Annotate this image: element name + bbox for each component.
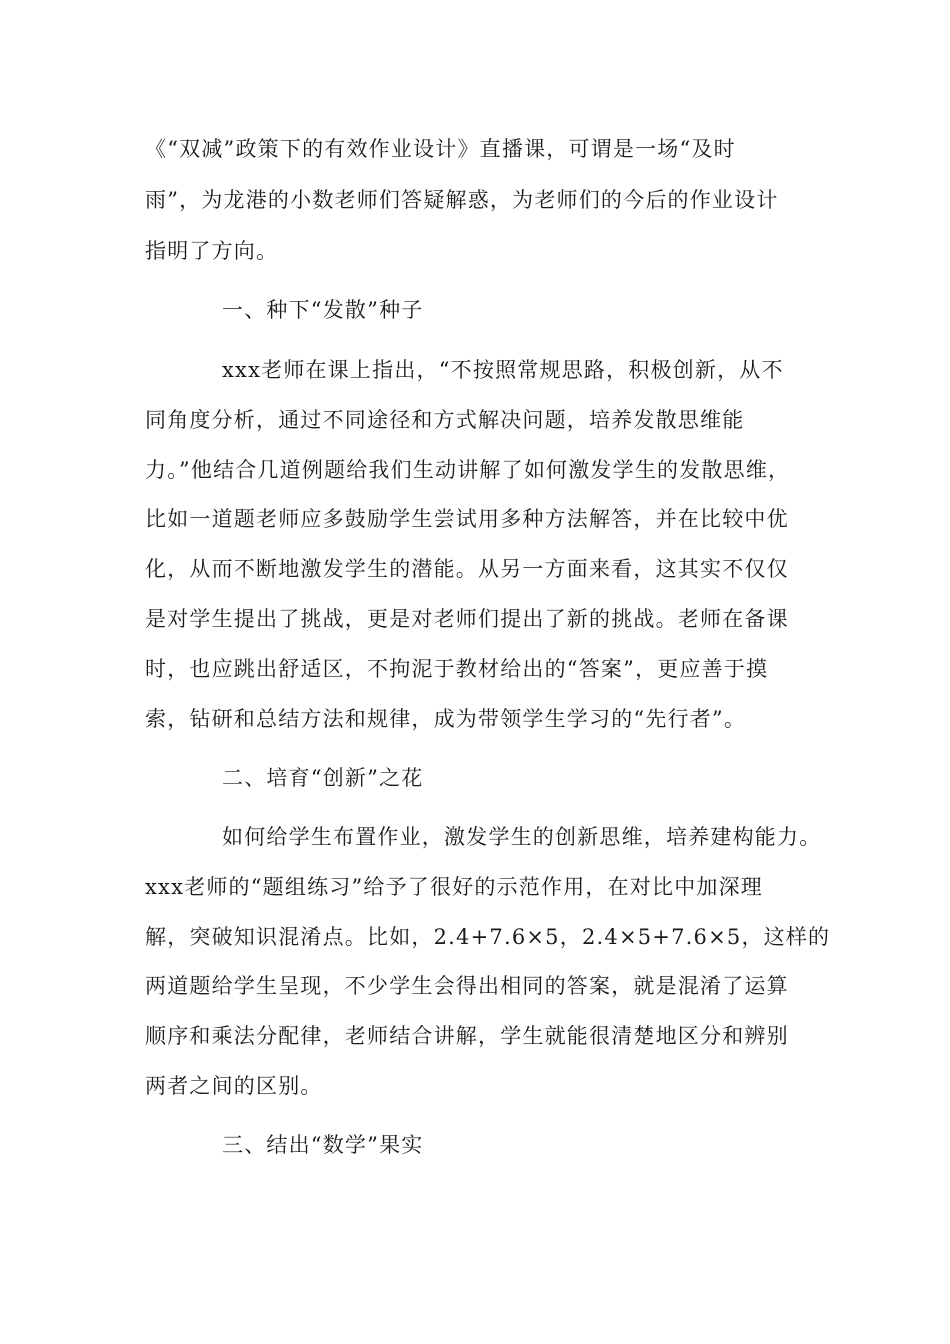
paragraph-line: xxx老师的“题组练习”给予了很好的示范作用，在对比中加深理 (145, 875, 763, 899)
section-heading: 三、结出“数学”果实 (222, 1133, 424, 1157)
paragraph-line: 《“双减”政策下的有效作业设计》直播课，可谓是一场“及时 (145, 137, 736, 161)
paragraph-line: 指明了方向。 (145, 239, 279, 263)
section-heading: 一、种下“发散”种子 (222, 298, 424, 322)
paragraph-line: 顺序和乘法分配律，老师结合讲解，学生就能很清楚地区分和辨别 (145, 1024, 789, 1048)
paragraph-line: xxx老师在课上指出，“不按照常规思路，积极创新，从不 (222, 358, 784, 382)
paragraph-line: 力。”他结合几道例题给我们生动讲解了如何激发学生的发散思维， (145, 458, 791, 482)
paragraph-line: 雨”，为龙港的小数老师们答疑解惑，为老师们的今后的作业设计 (145, 188, 779, 212)
paragraph-line: 索，钻研和总结方法和规律，成为带领学生学习的“先行者”。 (145, 707, 747, 731)
paragraph-line: 比如一道题老师应多鼓励学生尝试用多种方法解答，并在比较中优 (145, 507, 789, 531)
paragraph-line: 是对学生提出了挑战，更是对老师们提出了新的挑战。老师在备课 (145, 607, 789, 631)
paragraph-line: 化，从而不断地激发学生的潜能。从另一方面来看，这其实不仅仅 (145, 557, 789, 581)
section-heading: 二、培育“创新”之花 (222, 766, 424, 790)
paragraph-line: 同角度分析，通过不同途径和方式解决问题，培养发散思维能 (145, 408, 745, 432)
paragraph-line: 解，突破知识混淆点。比如，2.4+7.6×5，2.4×5+7.6×5，这样的 (145, 925, 831, 949)
paragraph-line: 时，也应跳出舒适区，不拘泥于教材给出的“答案”，更应善于摸 (145, 657, 769, 681)
paragraph-line: 如何给学生布置作业，激发学生的创新思维，培养建构能力。 (222, 825, 822, 849)
paragraph-line: 两道题给学生呈现，不少学生会得出相同的答案，就是混淆了运算 (145, 974, 789, 998)
paragraph-line: 两者之间的区别。 (145, 1074, 323, 1098)
